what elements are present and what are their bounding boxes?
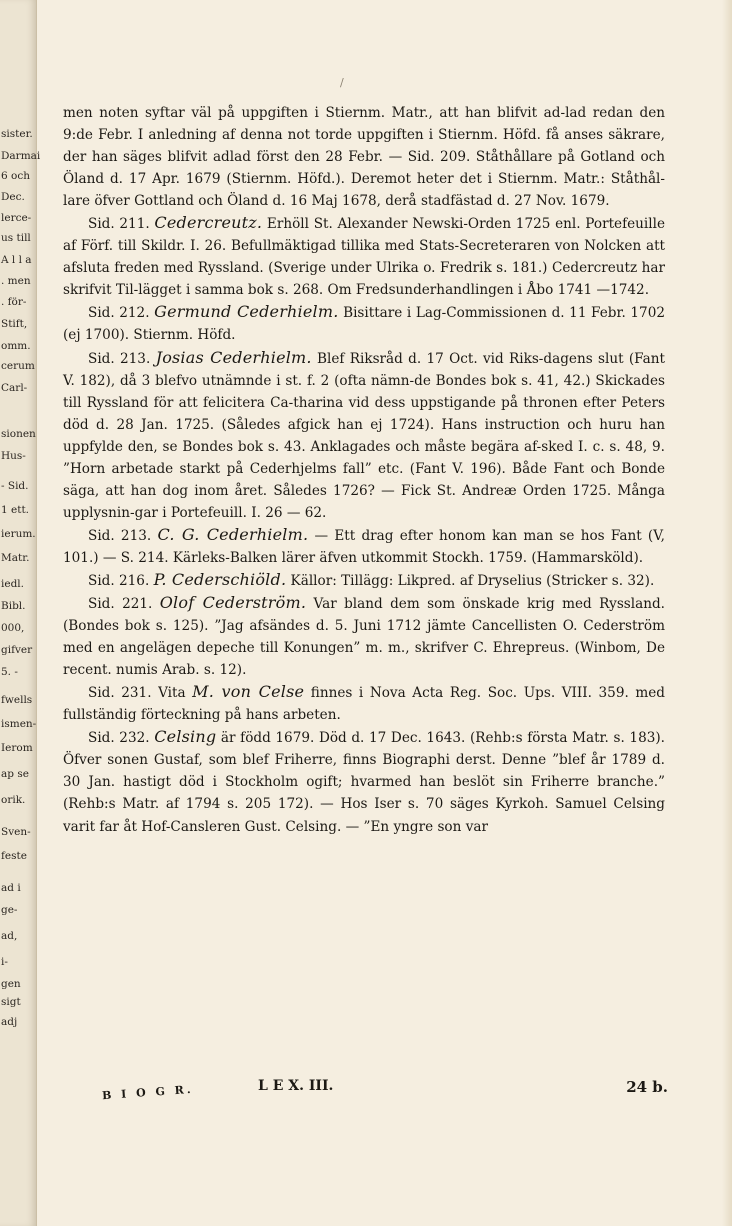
entry-name: Germund Cederhielm.: [154, 302, 339, 322]
gutter-line: adj: [1, 1016, 18, 1028]
text-run: Erhöll St. Alexander Newski-Orden 1725 enl. Portefeuille af Förf. till Skildr. I. 26. Befullmäktigad tillika med Stats-Secreteraren von Nolcken att afsluta freden med Ryssland. (Sverige under Ulrika o. Fredrik s. 181.) Cedercreutz har skrifvit Til-lägget i samma bok s. 268. Om Fredsunderhandlingen i Åbo 1741 —1742.: [63, 216, 665, 299]
gutter-line: i-: [1, 956, 8, 968]
paragraph: [63, 301, 665, 346]
page-mark: /: [340, 76, 344, 89]
gutter-line: ierum.: [1, 528, 36, 540]
text-run: Sid. 216.: [88, 572, 154, 589]
gutter-line: gen: [1, 978, 21, 990]
text-run: är född 1679. Död d. 17 Dec. 1643. (Rehb:s första Matr. s. 183). Öfver sonen Gustaf, som blef Friherre, finns Biographi derst. Denne ”blef år 1789 d. 30 Jan. hastigt död i Stockholm ogift; hvarmed han beslöt sin Friherre branche.” (Rehb:s Matr. af 1794 s. 205 172). — Hos Iser s. 70 säges Kyrkoh. Samuel Celsing varit far åt Hof-Cansleren Gust. Celsing. — ”En yngre son var: [63, 730, 665, 835]
gutter-line: ad,: [1, 930, 18, 942]
gutter-line: A l l a: [1, 254, 32, 266]
page-footer: [101, 1078, 668, 1110]
text-run: Sid. 212.: [88, 305, 155, 322]
text-run: Bisittare i Lag-Commissionen d. 11 Febr. 1702 (ej 1700). Stiernm. Höfd.: [63, 305, 665, 344]
gutter-line: Sven-: [1, 826, 31, 838]
entry-name: P. Cederschiöld.: [153, 569, 287, 589]
page-right-edge: [722, 0, 732, 1226]
sheet-mark: L E X. III.: [258, 1078, 334, 1094]
gutter-line: ge-: [1, 904, 18, 916]
gutter-line: orik.: [1, 794, 26, 806]
gutter-line: ismen-: [1, 718, 37, 730]
entry-name: Josias Cederhielm.: [155, 347, 312, 367]
gutter-line: 6 och: [1, 170, 30, 182]
gutter-line: Bibl.: [1, 600, 26, 612]
paragraph: [63, 212, 665, 301]
gutter-line: ap se: [1, 768, 29, 780]
gutter-line: 1 ett.: [1, 504, 30, 516]
text-run: Sid. 232.: [88, 730, 155, 747]
entry-name: C. G. Cederhielm.: [157, 524, 309, 544]
paragraph: [63, 347, 665, 524]
gutter-line: us till: [1, 232, 31, 244]
gutter-line: feste: [1, 850, 27, 862]
gutter-line: Carl-: [1, 382, 28, 394]
main-text: [63, 102, 665, 838]
entry-name: Cedercreutz.: [154, 213, 263, 233]
gutter-line: cerum: [1, 360, 35, 372]
text-run: Sid. 213.: [88, 350, 156, 367]
gutter-line: ad i: [1, 882, 21, 894]
gutter-line: Stift,: [1, 318, 28, 330]
facing-page-gutter: [0, 0, 41, 1226]
entry-name: Celsing: [154, 727, 217, 747]
paragraph: [63, 681, 665, 726]
signature-mark: B I O G R.: [101, 1082, 195, 1103]
text-run: men noten syftar väl på uppgiften i Stiernm. Matr., att han blifvit ad-lad redan den 9:de Febr. I anledning af denna not torde uppgiften i Stiernm. Höfd. få anses säkrare, der han säges blifvit adlad först den 28 Febr. — Sid. 209. Ståthållare på Gotland och Öland d. 17 Apr. 1679 (Stiernm. Höfd.). Deremot heter det i Stiernm. Matr.: Ståthål-lare öfver Gottland och Öland d. 16 Maj 1678, derå stadfästad d. 27 Nov. 1679.: [63, 105, 665, 210]
text-run: Sid. 231. Vita: [88, 685, 193, 702]
gutter-line: 000,: [1, 622, 25, 634]
gutter-line: gifver: [1, 644, 33, 656]
paragraph: [63, 726, 665, 837]
entry-name: Olof Cederström.: [159, 593, 307, 613]
gutter-line: Matr.: [1, 552, 30, 564]
gutter-line: Hus-: [1, 450, 26, 462]
gutter-line: - Sid.: [1, 480, 29, 492]
paragraph: [63, 524, 665, 569]
paragraph: [63, 102, 665, 212]
text-run: Var bland dem som önskade krig med Ryssland. (Bondes bok s. 125). ”Jag afsändes d. 5. Juni 1712 jämte Cancellisten O. Cederström med en angelägen depeche till Konungen” m. m., skrifver C. Ehrepreus. (Winbom, De recent. numis Arab. s. 12).: [63, 596, 666, 679]
gutter-line: sister.: [1, 128, 33, 140]
text-run: Källor: Tillägg: Likpred. af Dryselius (Stricker s. 32).: [286, 572, 655, 589]
gutter-line: . för-: [1, 296, 27, 308]
text-run: Sid. 213.: [88, 527, 158, 544]
gutter-line: Darmai: [1, 150, 41, 162]
gutter-line: 5. -: [1, 666, 18, 678]
text-run: — Ett drag efter honom kan man se hos Fant (V, 101.) — S. 214. Kärleks-Balken lärer äfven utkommit Stockh. 1759. (Hammarsköld).: [63, 527, 665, 566]
text-run: Sid. 221.: [88, 596, 160, 613]
paragraph: [63, 592, 665, 681]
text-run: Sid. 211.: [88, 216, 155, 233]
text-run: finnes i Nova Acta Reg. Soc. Ups. VIII. 359. med fullständig förteckning på hans arbeten.: [63, 685, 666, 724]
gutter-line: sionen: [1, 428, 36, 440]
gutter-line: sigt: [1, 996, 21, 1008]
paragraph: [63, 569, 665, 592]
gutter-line: . men: [1, 275, 31, 287]
gutter-line: omm.: [1, 340, 31, 352]
gutter-line: iedl.: [1, 578, 24, 590]
entry-name: M. von Celse: [192, 682, 305, 702]
sheet-number: 24 b.: [626, 1078, 668, 1096]
text-run: Blef Riksråd d. 17 Oct. vid Riks-dagens slut (Fant V. 182), då 3 blefvo utnämnde i st. f. 2 (ofta nämn-de Bondes bok s. 41, 42.) Skickades till Ryssland för att felicitera Ca-tharina vid dess uppstigande på thronen efter Peters död d. 28 Jan. 1725. (Således afgick han ej 1724). Hans instruction och huru han uppfylde den, se Bondes bok s. 43. Anklagades och måste begära af-sked I. c. s. 48, 9. ”Horn arbetade starkt på Cederhjelms fall” etc. (Fant V. 196). Både Fant och Bonde säga, att han dog inom året. Således 1726? — Fick St. Andreæ Orden 1725. Många upplysnin-gar i Portefeuill. I. 26 — 62.: [63, 350, 665, 521]
gutter-line: Ierom: [1, 742, 33, 754]
gutter-line: Dec.: [1, 191, 25, 203]
gutter-line: fwells: [1, 694, 33, 706]
gutter-line: lerce-: [1, 212, 32, 224]
